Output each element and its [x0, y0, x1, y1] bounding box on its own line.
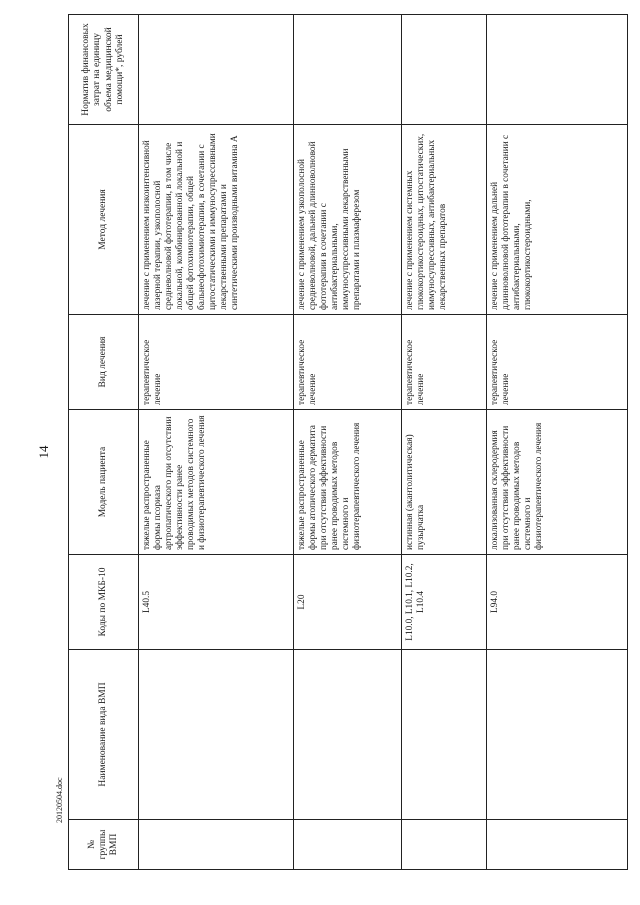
header-type: Вид лечения — [69, 315, 139, 410]
cell-model: тяжелые распространенные формы псориаза артропатического при отсутствии эффективности ранее проводимых методов системного и физиотерапевтического лечения — [139, 410, 294, 555]
cell-type: терапевтическое лечение — [487, 315, 628, 410]
cell-norm — [294, 15, 402, 125]
header-norm: Норматив финансовых затрат на единицу объема медицинской помощи*, рублей — [69, 15, 139, 125]
cell-model: локализованная склеродермия при отсутствии эффективности ранее проводимых методов системного и физиотерапевтического лечения — [487, 410, 628, 555]
table-row — [294, 15, 402, 870]
cell-type: терапевтическое лечение — [294, 315, 402, 410]
cell-group — [487, 820, 628, 870]
cell-norm — [139, 15, 294, 125]
cell-name — [487, 650, 628, 820]
cell-method: лечение с применением системных глюкокортикостероидных, цитостатических, иммуносупрессивных, антибактериальных лекарственных препаратов — [402, 125, 487, 315]
header-codes: Коды по МКБ-10 — [69, 555, 139, 650]
cell-type: терапевтическое лечение — [139, 315, 294, 410]
cell-codes: L94.0 — [487, 555, 628, 650]
table-row — [139, 15, 294, 870]
cell-codes: L10.0, L10.1, L10.2, L10.4 — [402, 555, 487, 650]
cell-method: лечение с применением узкополосной средневолновой, дальней длинноволновой фототерапии в сочетании с антибактериальными, иммуносупрессивными лекарственными препаратами и плазмаферезом — [294, 125, 402, 315]
cell-norm — [402, 15, 487, 125]
cell-group — [294, 820, 402, 870]
cell-method: лечение с применением дальней длинноволновой фототерапии в сочетании с антибактериальными, глюкокортикостероидными, — [487, 125, 628, 315]
cell-group — [402, 820, 487, 870]
cell-name — [402, 650, 487, 820]
header-model: Модель пациента — [69, 410, 139, 555]
cell-norm — [487, 15, 628, 125]
cell-name — [139, 650, 294, 820]
cell-group — [139, 820, 294, 870]
cell-codes: L40.5 — [139, 555, 294, 650]
header-name: Наименование вида ВМП — [69, 650, 139, 820]
header-group: № группы ВМП — [69, 820, 139, 870]
footer-filename: 20120504.doc — [55, 777, 64, 823]
cell-codes: L20 — [294, 555, 402, 650]
table-header-row — [69, 15, 139, 870]
cell-model: тяжелые распространенные формы атопического дерматита при отсутствии эффективности ранее проводимых методов системного и физиотерапевтического лечения — [294, 410, 402, 555]
cell-type: терапевтическое лечение — [402, 315, 487, 410]
page-number: 14 — [36, 445, 51, 459]
cell-name — [294, 650, 402, 820]
document-table-container — [68, 15, 628, 870]
table-row — [487, 15, 628, 870]
cell-model: истинная (акантолитическая) пузырчатка — [402, 410, 487, 555]
header-method: Метод лечения — [69, 125, 139, 315]
vmp-table — [68, 14, 628, 870]
cell-method: лечение с применением низкоинтенсивной лазерной терапии, узкополосной средневолновой фототерапии, в том числе локальной, комбинированной локальной и общей фотохимиотерапии, общей бальнеофотохимиотерапии, в сочетании с цитостатическими и иммуносупрессивными лекарственными препаратами и синтетическими производными витамина А — [139, 125, 294, 315]
table-row — [402, 15, 487, 870]
